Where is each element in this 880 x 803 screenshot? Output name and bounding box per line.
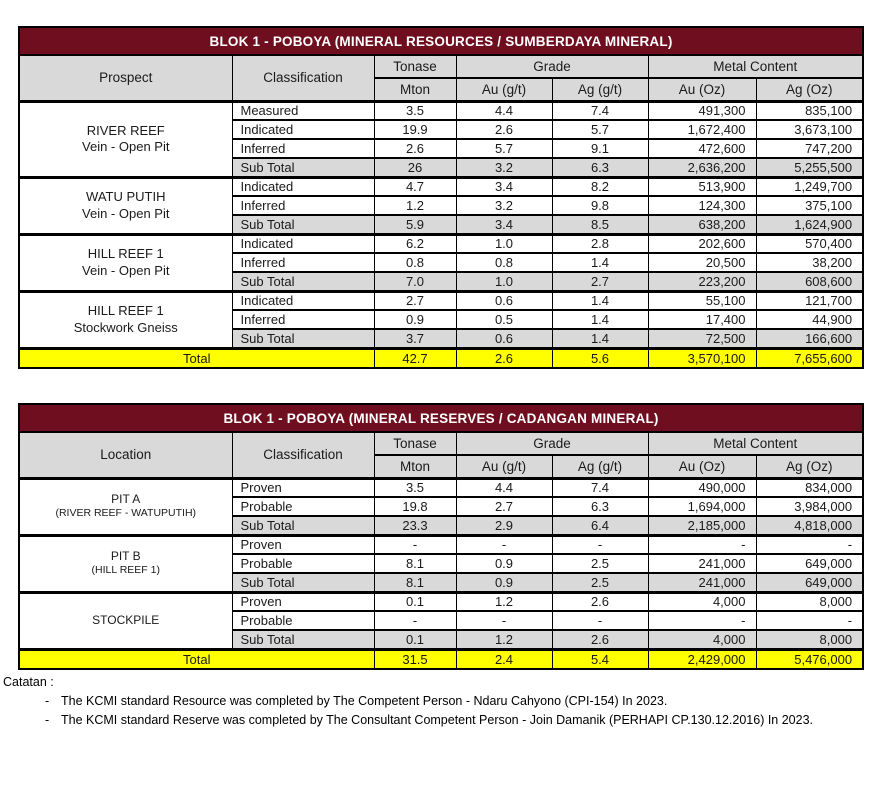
cell-tonase: 5.9 bbox=[374, 215, 456, 234]
cell-ag-oz: 4,818,000 bbox=[756, 516, 863, 535]
cell-au-oz: 513,900 bbox=[648, 177, 756, 196]
total-cell-ag-gt: 5.6 bbox=[552, 348, 648, 368]
table-row bbox=[19, 592, 863, 611]
cell-au-oz: 241,000 bbox=[648, 573, 756, 592]
col-header-ag-oz: Ag (Oz) bbox=[756, 455, 863, 478]
cell-ag-oz: 3,984,000 bbox=[756, 497, 863, 516]
group-name: STOCKPILE bbox=[92, 613, 160, 627]
cell-tonase: 0.9 bbox=[374, 310, 456, 329]
group-subtitle: (HILL REEF 1) bbox=[91, 564, 160, 577]
cell-au-oz: 55,100 bbox=[648, 291, 756, 310]
cell-ag-gt: 6.3 bbox=[552, 497, 648, 516]
cell-au-gt: 5.7 bbox=[456, 139, 552, 158]
cell-ag-oz: 834,000 bbox=[756, 478, 863, 497]
cell-au-oz: 202,600 bbox=[648, 234, 756, 253]
cell-au-oz: 1,694,000 bbox=[648, 497, 756, 516]
cell-tonase: - bbox=[374, 611, 456, 630]
notes-heading: Catatan : bbox=[3, 675, 54, 689]
col-header-classification: Classification bbox=[232, 432, 374, 478]
cell-au-gt: 1.2 bbox=[456, 592, 552, 611]
total-cell-au-gt: 2.6 bbox=[456, 348, 552, 368]
reserves-table-body bbox=[19, 478, 863, 669]
note-item bbox=[3, 711, 880, 730]
note-bullet: - bbox=[45, 694, 50, 708]
cell-classification: Sub Total bbox=[232, 158, 374, 177]
resources-group-cell bbox=[19, 291, 232, 348]
resources-table-title: BLOK 1 - POBOYA (MINERAL RESOURCES / SUMBERDAYA MINERAL) bbox=[19, 27, 863, 55]
cell-au-gt: 3.2 bbox=[456, 196, 552, 215]
col-header-metal-content: Metal Content bbox=[648, 432, 863, 455]
cell-au-gt: 2.9 bbox=[456, 516, 552, 535]
cell-ag-gt: 1.4 bbox=[552, 253, 648, 272]
cell-ag-gt: 9.8 bbox=[552, 196, 648, 215]
note-bullet: - bbox=[45, 713, 50, 727]
cell-ag-gt: 7.4 bbox=[552, 101, 648, 120]
cell-au-gt: 1.2 bbox=[456, 630, 552, 649]
group-name: PIT A bbox=[111, 492, 141, 507]
cell-tonase: 26 bbox=[374, 158, 456, 177]
cell-ag-oz: 5,255,500 bbox=[756, 158, 863, 177]
cell-ag-oz: 121,700 bbox=[756, 291, 863, 310]
col-header-grade: Grade bbox=[456, 55, 648, 78]
reserves-group-cell bbox=[19, 592, 232, 649]
cell-tonase: 7.0 bbox=[374, 272, 456, 291]
total-cell-au-gt: 2.4 bbox=[456, 649, 552, 669]
resources-group-cell bbox=[19, 177, 232, 234]
total-cell-tonase: 42.7 bbox=[374, 348, 456, 368]
resources-group-cell bbox=[19, 101, 232, 177]
total-cell-au-oz: 2,429,000 bbox=[648, 649, 756, 669]
cell-ag-oz: 649,000 bbox=[756, 554, 863, 573]
cell-au-gt: 3.2 bbox=[456, 158, 552, 177]
group-name: PIT B bbox=[110, 549, 141, 564]
cell-classification: Indicated bbox=[232, 234, 374, 253]
cell-au-gt: 3.4 bbox=[456, 177, 552, 196]
cell-ag-gt: 2.5 bbox=[552, 554, 648, 573]
cell-tonase: 0.1 bbox=[374, 592, 456, 611]
cell-ag-oz: 608,600 bbox=[756, 272, 863, 291]
cell-au-oz: 124,300 bbox=[648, 196, 756, 215]
cell-au-gt: 2.6 bbox=[456, 120, 552, 139]
col-header-au-oz: Au (Oz) bbox=[648, 455, 756, 478]
cell-au-gt: 0.5 bbox=[456, 310, 552, 329]
group-subtitle: Vein - Open Pit bbox=[82, 262, 170, 278]
cell-au-oz: 490,000 bbox=[648, 478, 756, 497]
table-row bbox=[19, 234, 863, 253]
reserves-group-cell bbox=[19, 535, 232, 592]
cell-au-oz: - bbox=[648, 535, 756, 554]
cell-ag-gt: 9.1 bbox=[552, 139, 648, 158]
cell-ag-oz: 570,400 bbox=[756, 234, 863, 253]
cell-ag-gt: 1.4 bbox=[552, 291, 648, 310]
cell-tonase: - bbox=[374, 535, 456, 554]
cell-ag-gt: 5.7 bbox=[552, 120, 648, 139]
table-row bbox=[19, 535, 863, 554]
cell-tonase: 8.1 bbox=[374, 573, 456, 592]
col-header-ag-gt: Ag (g/t) bbox=[552, 78, 648, 101]
cell-ag-gt: 2.6 bbox=[552, 592, 648, 611]
group-subtitle: Vein - Open Pit bbox=[82, 139, 170, 154]
cell-ag-gt: 2.7 bbox=[552, 272, 648, 291]
cell-ag-gt: 2.6 bbox=[552, 630, 648, 649]
cell-classification: Proven bbox=[232, 535, 374, 554]
note-text: The KCMI standard Reserve was completed by The Consultant Competent Person - Join Damanik (PERHAPI CP.130.12.2016) In 2023. bbox=[61, 713, 814, 727]
col-header-location: Location bbox=[19, 432, 232, 478]
cell-tonase: 19.9 bbox=[374, 120, 456, 139]
resources-title-row bbox=[19, 27, 863, 55]
cell-ag-oz: 375,100 bbox=[756, 196, 863, 215]
cell-au-gt: 4.4 bbox=[456, 478, 552, 497]
cell-au-gt: 3.4 bbox=[456, 215, 552, 234]
col-header-mton: Mton bbox=[374, 455, 456, 478]
col-header-prospect: Prospect bbox=[19, 55, 232, 101]
group-subtitle: (RIVER REEF - WATUPUTIH) bbox=[55, 507, 197, 520]
col-header-grade: Grade bbox=[456, 432, 648, 455]
cell-au-gt: - bbox=[456, 611, 552, 630]
cell-ag-oz: 3,673,100 bbox=[756, 120, 863, 139]
cell-ag-gt: - bbox=[552, 535, 648, 554]
total-cell-ag-oz: 5,476,000 bbox=[756, 649, 863, 669]
cell-ag-gt: 1.4 bbox=[552, 310, 648, 329]
cell-classification: Indicated bbox=[232, 177, 374, 196]
cell-tonase: 0.1 bbox=[374, 630, 456, 649]
col-header-mton: Mton bbox=[374, 78, 456, 101]
total-row bbox=[19, 649, 863, 669]
cell-au-oz: 1,672,400 bbox=[648, 120, 756, 139]
cell-ag-oz: - bbox=[756, 611, 863, 630]
cell-au-oz: 2,185,000 bbox=[648, 516, 756, 535]
cell-classification: Inferred bbox=[232, 253, 374, 272]
total-label: Total bbox=[19, 649, 374, 669]
cell-ag-gt: 2.5 bbox=[552, 573, 648, 592]
reserves-group-cell bbox=[19, 478, 232, 535]
cell-tonase: 2.6 bbox=[374, 139, 456, 158]
cell-tonase: 0.8 bbox=[374, 253, 456, 272]
cell-au-oz: 20,500 bbox=[648, 253, 756, 272]
cell-au-gt: - bbox=[456, 535, 552, 554]
cell-tonase: 4.7 bbox=[374, 177, 456, 196]
cell-au-oz: 491,300 bbox=[648, 101, 756, 120]
cell-au-gt: 0.9 bbox=[456, 554, 552, 573]
col-header-tonase: Tonase bbox=[374, 432, 456, 455]
table-row bbox=[19, 478, 863, 497]
cell-au-oz: 241,000 bbox=[648, 554, 756, 573]
cell-au-oz: 4,000 bbox=[648, 630, 756, 649]
cell-ag-oz: - bbox=[756, 535, 863, 554]
cell-ag-oz: 1,249,700 bbox=[756, 177, 863, 196]
cell-classification: Measured bbox=[232, 101, 374, 120]
cell-tonase: 19.8 bbox=[374, 497, 456, 516]
cell-classification: Sub Total bbox=[232, 573, 374, 592]
cell-ag-gt: 6.4 bbox=[552, 516, 648, 535]
cell-classification: Sub Total bbox=[232, 215, 374, 234]
cell-ag-gt: 8.5 bbox=[552, 215, 648, 234]
total-cell-ag-gt: 5.4 bbox=[552, 649, 648, 669]
cell-classification: Proven bbox=[232, 478, 374, 497]
cell-au-gt: 0.9 bbox=[456, 573, 552, 592]
notes-section bbox=[3, 675, 880, 730]
report-page bbox=[0, 26, 880, 803]
col-header-tonase: Tonase bbox=[374, 55, 456, 78]
col-header-au-gt: Au (g/t) bbox=[456, 455, 552, 478]
table-row bbox=[19, 101, 863, 120]
cell-ag-oz: 8,000 bbox=[756, 630, 863, 649]
col-header-ag-gt: Ag (g/t) bbox=[552, 455, 648, 478]
cell-classification: Proven bbox=[232, 592, 374, 611]
cell-tonase: 3.5 bbox=[374, 101, 456, 120]
cell-ag-gt: 8.2 bbox=[552, 177, 648, 196]
cell-classification: Indicated bbox=[232, 291, 374, 310]
reserves-title-row bbox=[19, 404, 863, 432]
cell-au-gt: 0.8 bbox=[456, 253, 552, 272]
cell-ag-gt: 6.3 bbox=[552, 158, 648, 177]
total-row bbox=[19, 348, 863, 368]
cell-ag-oz: 44,900 bbox=[756, 310, 863, 329]
cell-ag-oz: 166,600 bbox=[756, 329, 863, 348]
group-name: HILL REEF 1 bbox=[87, 303, 164, 319]
col-header-ag-oz: Ag (Oz) bbox=[756, 78, 863, 101]
cell-au-oz: 472,600 bbox=[648, 139, 756, 158]
cell-au-gt: 4.4 bbox=[456, 101, 552, 120]
cell-au-oz: 4,000 bbox=[648, 592, 756, 611]
cell-ag-oz: 835,100 bbox=[756, 101, 863, 120]
cell-ag-oz: 38,200 bbox=[756, 253, 863, 272]
cell-au-gt: 2.7 bbox=[456, 497, 552, 516]
cell-ag-oz: 1,624,900 bbox=[756, 215, 863, 234]
resources-header-row-1 bbox=[19, 55, 863, 78]
cell-tonase: 3.5 bbox=[374, 478, 456, 497]
cell-au-oz: 223,200 bbox=[648, 272, 756, 291]
total-cell-tonase: 31.5 bbox=[374, 649, 456, 669]
cell-au-gt: 1.0 bbox=[456, 234, 552, 253]
cell-ag-gt: 2.8 bbox=[552, 234, 648, 253]
cell-ag-gt: - bbox=[552, 611, 648, 630]
col-header-au-oz: Au (Oz) bbox=[648, 78, 756, 101]
reserves-table bbox=[18, 403, 864, 670]
cell-tonase: 6.2 bbox=[374, 234, 456, 253]
group-subtitle: Vein - Open Pit bbox=[82, 205, 170, 221]
cell-ag-gt: 7.4 bbox=[552, 478, 648, 497]
note-item bbox=[3, 692, 880, 711]
group-name: RIVER REEF bbox=[86, 122, 165, 138]
cell-classification: Sub Total bbox=[232, 516, 374, 535]
total-label: Total bbox=[19, 348, 374, 368]
cell-au-oz: 17,400 bbox=[648, 310, 756, 329]
cell-classification: Inferred bbox=[232, 310, 374, 329]
cell-classification: Sub Total bbox=[232, 329, 374, 348]
cell-au-oz: 638,200 bbox=[648, 215, 756, 234]
group-subtitle: Stockwork Gneiss bbox=[73, 319, 178, 335]
cell-tonase: 23.3 bbox=[374, 516, 456, 535]
cell-ag-oz: 747,200 bbox=[756, 139, 863, 158]
total-cell-ag-oz: 7,655,600 bbox=[756, 348, 863, 368]
col-header-classification: Classification bbox=[232, 55, 374, 101]
reserves-header-row-1 bbox=[19, 432, 863, 455]
cell-classification: Probable bbox=[232, 611, 374, 630]
cell-classification: Sub Total bbox=[232, 630, 374, 649]
reserves-table-title: BLOK 1 - POBOYA (MINERAL RESERVES / CADANGAN MINERAL) bbox=[19, 404, 863, 432]
cell-au-oz: - bbox=[648, 611, 756, 630]
cell-ag-oz: 8,000 bbox=[756, 592, 863, 611]
col-header-metal-content: Metal Content bbox=[648, 55, 863, 78]
cell-au-oz: 72,500 bbox=[648, 329, 756, 348]
total-cell-au-oz: 3,570,100 bbox=[648, 348, 756, 368]
table-row bbox=[19, 177, 863, 196]
resources-table-body bbox=[19, 101, 863, 368]
cell-tonase: 1.2 bbox=[374, 196, 456, 215]
group-name: HILL REEF 1 bbox=[87, 246, 164, 262]
cell-tonase: 2.7 bbox=[374, 291, 456, 310]
cell-classification: Indicated bbox=[232, 120, 374, 139]
note-text: The KCMI standard Resource was completed by The Competent Person - Ndaru Cahyono (CPI-154) In 2023. bbox=[61, 694, 668, 708]
cell-classification: Inferred bbox=[232, 139, 374, 158]
cell-au-gt: 0.6 bbox=[456, 329, 552, 348]
table-row bbox=[19, 291, 863, 310]
group-name: WATU PUTIH bbox=[86, 189, 166, 205]
cell-ag-gt: 1.4 bbox=[552, 329, 648, 348]
cell-au-oz: 2,636,200 bbox=[648, 158, 756, 177]
resources-group-cell bbox=[19, 234, 232, 291]
resources-table bbox=[18, 26, 864, 369]
cell-tonase: 3.7 bbox=[374, 329, 456, 348]
cell-classification: Probable bbox=[232, 554, 374, 573]
cell-classification: Inferred bbox=[232, 196, 374, 215]
col-header-au-gt: Au (g/t) bbox=[456, 78, 552, 101]
cell-classification: Sub Total bbox=[232, 272, 374, 291]
cell-au-gt: 1.0 bbox=[456, 272, 552, 291]
cell-classification: Probable bbox=[232, 497, 374, 516]
cell-au-gt: 0.6 bbox=[456, 291, 552, 310]
cell-tonase: 8.1 bbox=[374, 554, 456, 573]
cell-ag-oz: 649,000 bbox=[756, 573, 863, 592]
